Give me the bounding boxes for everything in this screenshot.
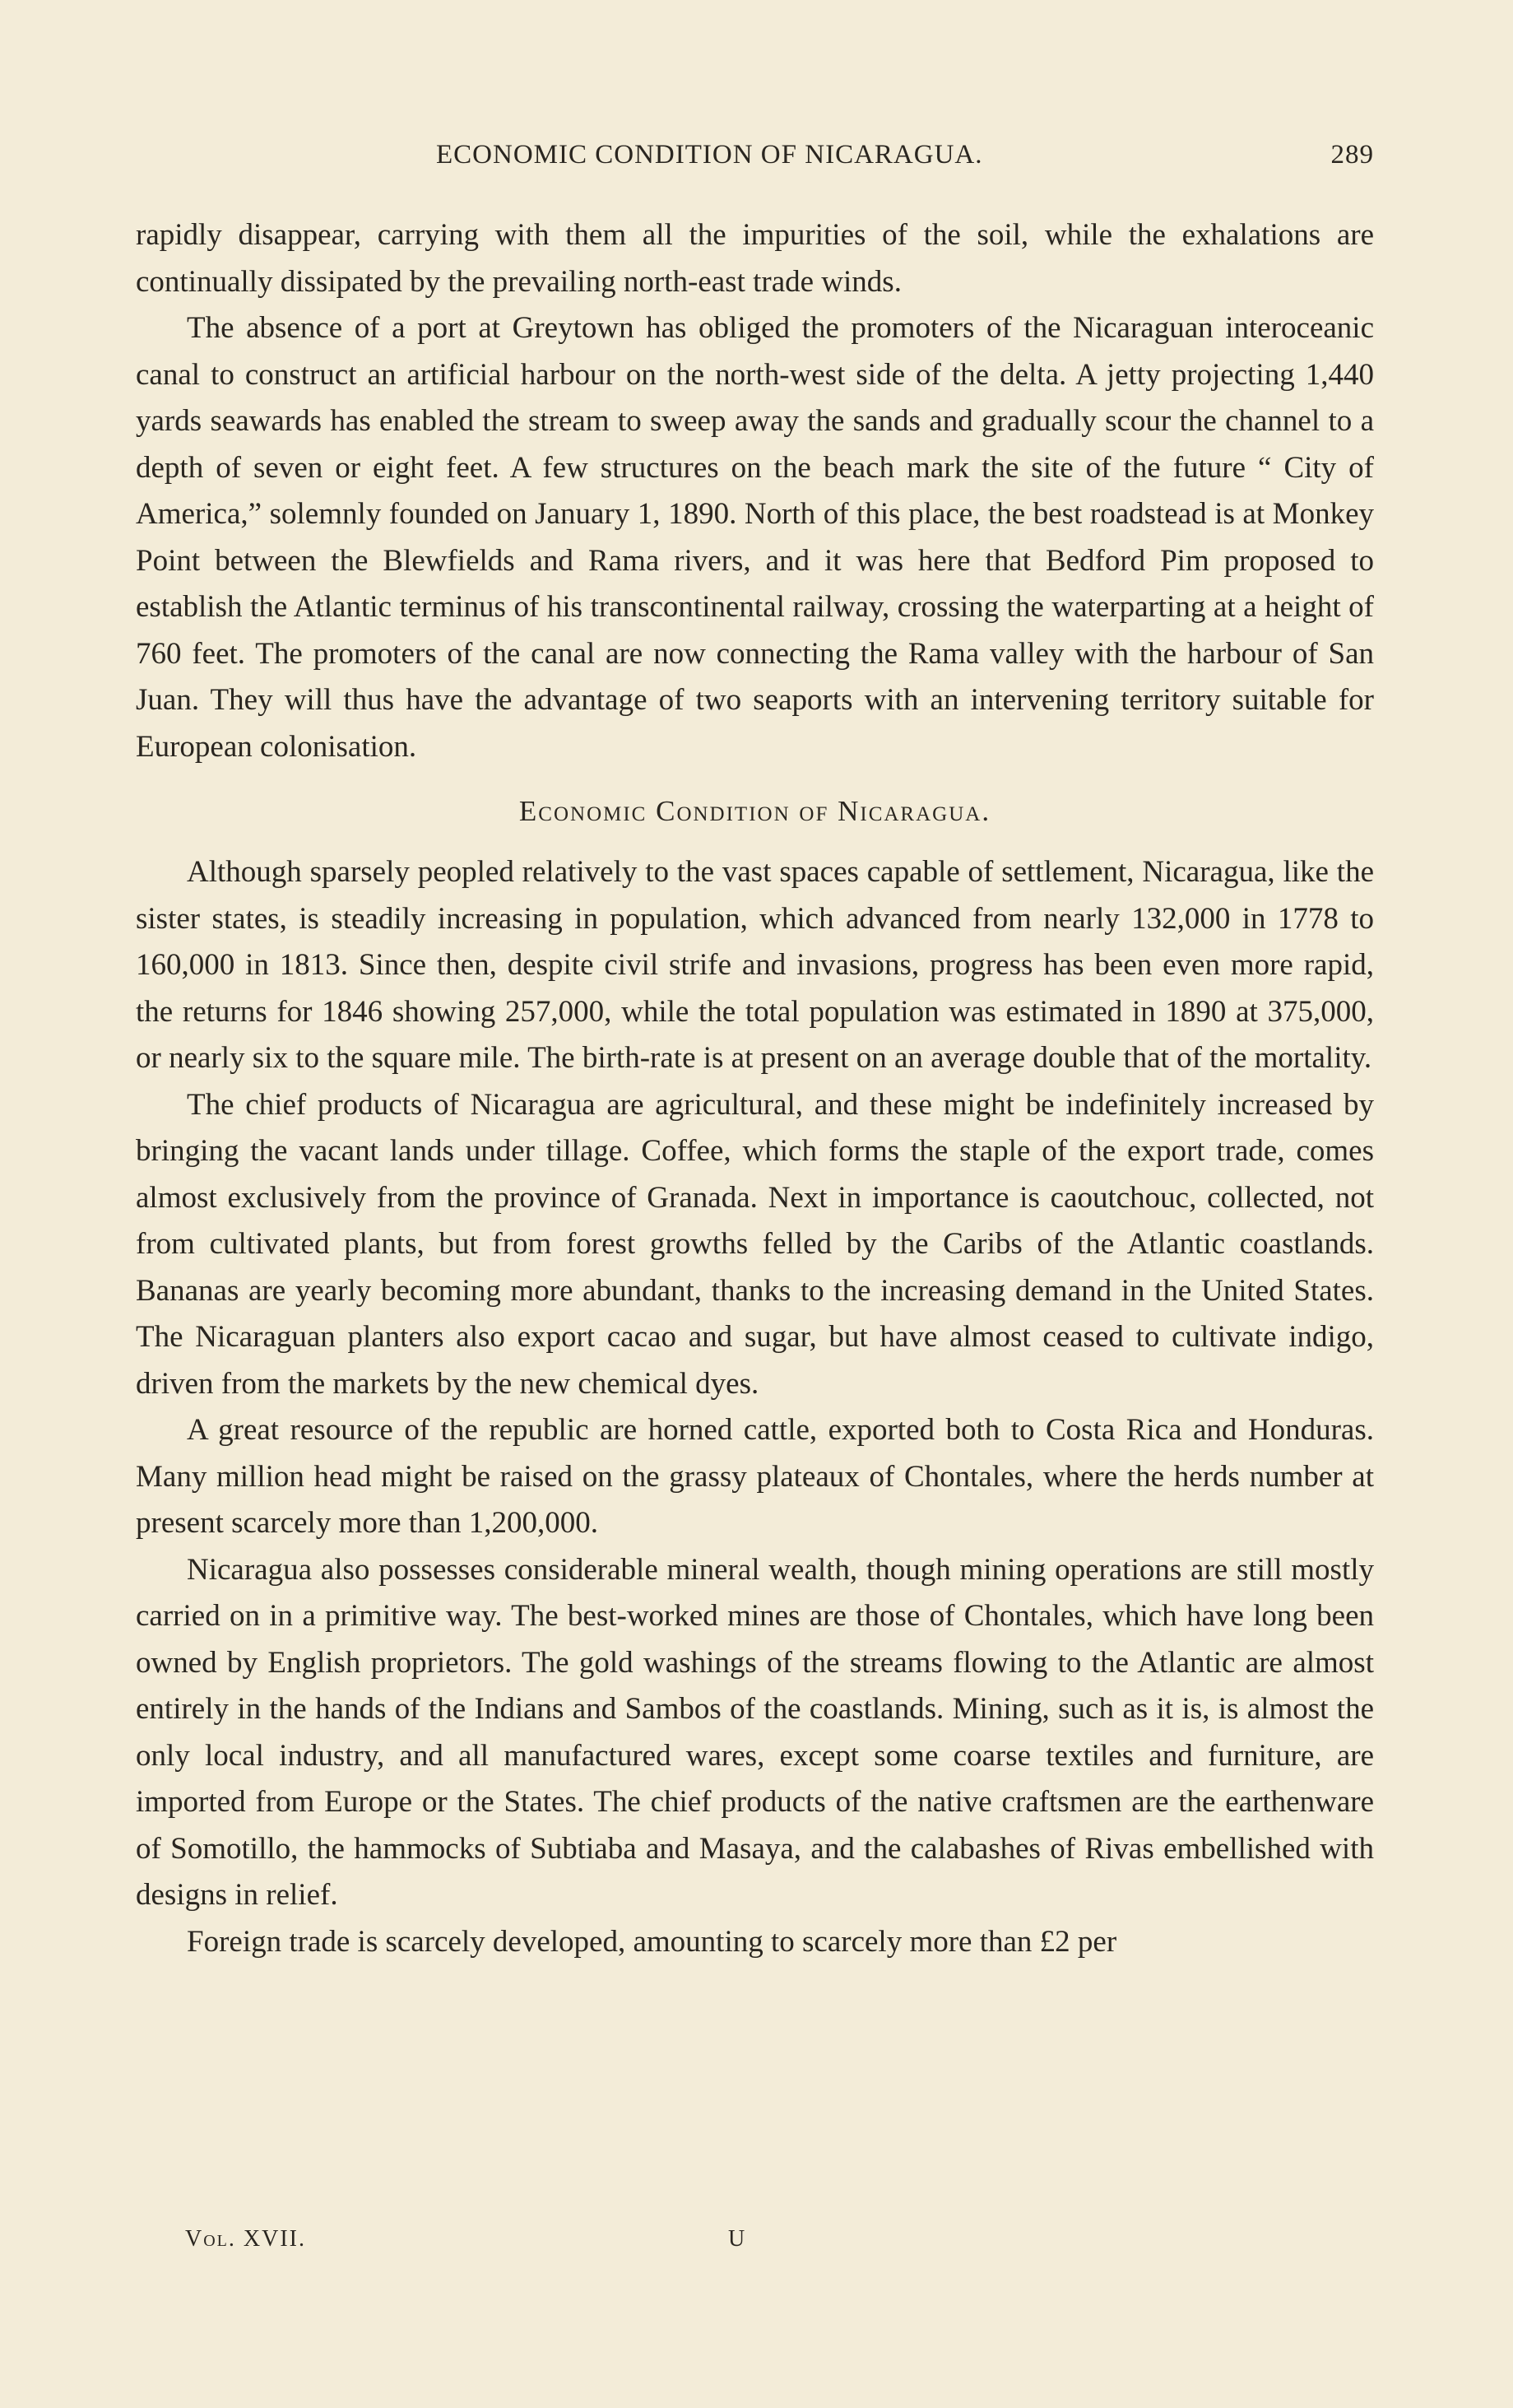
paragraph: The chief products of Nicaragua are agricultural, and these might be indefinitely increased by bringing the vacant lands under tillage. Coffee, which forms the staple of the export trade, comes almost exclusively from the province of Granada. Next in importance is caoutchouc, collected, not from cultivated plants, but from forest growths felled by the Caribs of the Atlantic coastlands. Bananas are yearly becoming more abundant, thanks to the increasing demand in the United States. The Nicaraguan planters also export cacao and sugar, but have almost ceased to cultivate indigo, driven from the markets by the new chemical dyes.: [136, 1087, 1374, 1401]
paragraph: rapidly disappear, carrying with them all the impurities of the soil, while the exhalations are continually dissipated by the prevailing north-east trade winds.: [136, 218, 1374, 299]
running-head: [132, 140, 1374, 173]
paragraph: Although sparsely peopled relatively to the vast spaces capable of settlement, Nicaragua, like the sister states, is steadily increasing in population, which advanced from nearly 132,000 in 1778 to 160,000 in 1813. Since then, despite civil strife and invasions, progress has been even more rapid, the returns for 1846 showing 257,000, while the total population was estimated in 1890 at 375,000, or nearly six to the square mile. The birth-rate is at present on an average double that of the mortality.: [136, 855, 1374, 1075]
volume-signature: Vol. XVII.: [185, 2226, 306, 2252]
paragraph: The absence of a port at Greytown has obliged the promoters of the Nicaraguan interoceanic canal to construct an artificial harbour on the north-west side of the delta. A jetty projecting 1,440 yards seawards has enabled the stream to sweep away the sands and gradually scour the channel to a depth of seven or eight feet. A few structures on the beach mark the site of the future “ City of America,” solemnly founded on January 1, 1890. North of this place, the best roadstead is at Monkey Point between the Blewfields and Rama rivers, and it was here that Bedford Pim proposed to establish the Atlantic terminus of his transcontinental railway, crossing the waterparting at a height of 760 feet. The promoters of the canal are now connecting the Rama valley with the harbour of San Juan. They will thus have the advantage of two seaports with an intervening territory suitable for European colonisation.: [136, 311, 1374, 764]
gathering-mark: U: [728, 2226, 747, 2252]
page-number: 289: [1330, 140, 1374, 170]
paragraph: Nicaragua also possesses considerable mineral wealth, though mining operations are still mostly carried on in a primitive way. The best-worked mines are those of Chontales, which have long been owned by English proprietors. The gold washings of the streams flowing to the Atlantic are almost entirely in the hands of the Indians and Sambos of the coastlands. Mining, such as it is, is almost the only local industry, and all manufactured wares, except some coarse textiles and furniture, are imported from Europe or the States. The chief products of the native craftsmen are the earthenware of Somotillo, the hammocks of Subtiaba and Masaya, and the calabashes of Rivas embellished with designs in relief.: [136, 1552, 1374, 1912]
paragraph: A great resource of the republic are horned cattle, exported both to Costa Rica and Honduras. Many million head might be raised on the grassy plateaux of Chontales, where the herds number at present scarcely more than 1,200,000.: [136, 1413, 1374, 1540]
section-heading: Economic Condition of Nicaragua.: [518, 795, 991, 827]
paragraph: Foreign trade is scarcely developed, amounting to scarcely more than £2 per: [187, 1924, 1117, 1959]
running-head-title: ECONOMIC CONDITION OF NICARAGUA.: [436, 140, 983, 170]
body-text: [136, 212, 1374, 1965]
signature-line: [185, 2226, 761, 2259]
